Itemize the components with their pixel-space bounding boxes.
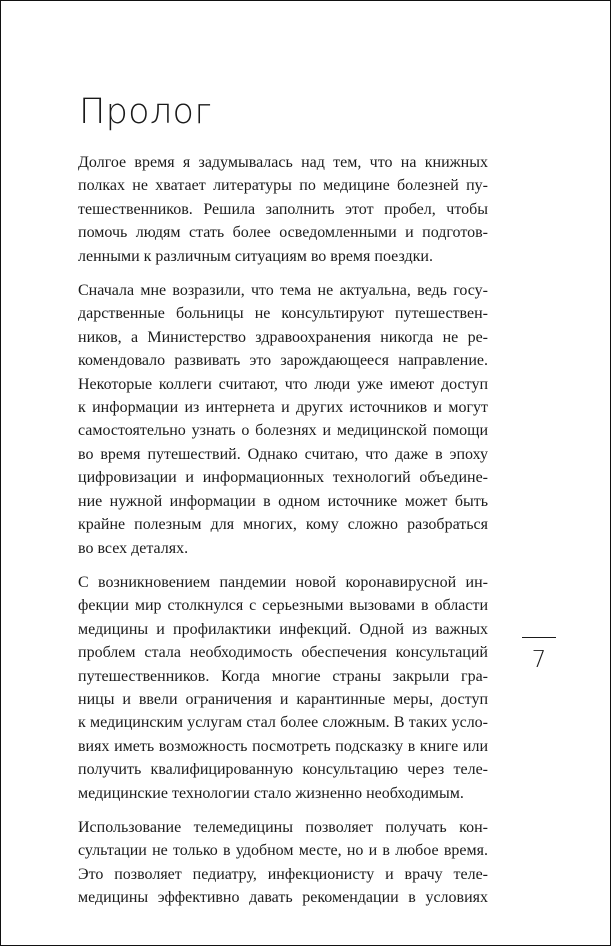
text-line: ницы и ввели ограничения и карантинные меры, доступ <box>78 690 488 708</box>
text-line: во время путешествий. Однако считаю, что даже в эпоху <box>78 445 488 463</box>
paragraph-1 <box>78 151 488 268</box>
chapter-body <box>78 151 488 921</box>
text-line: получить квалифицированную консультацию через теле- <box>78 761 488 779</box>
text-line: цифровизации и информационных технологий объедине- <box>78 469 488 487</box>
text-line: Долгое время я задумывалась над тем, что на книжных <box>78 154 488 171</box>
text-line: Некоторые коллеги считают, что люди уже имеют доступ <box>78 375 488 393</box>
text-line: самостоятельно узнать о болезнях и медицинской помощи <box>78 422 488 440</box>
text-line: виях иметь возможность посмотреть подсказку в книге или <box>78 737 488 755</box>
text-line: тешественников. Решила заполнить этот пробел, чтобы <box>78 200 488 218</box>
text-line: Сначала мне возразили, что тема не актуальна, ведь госу- <box>78 282 488 300</box>
text-line: Использование телемедицины позволяет получать кон- <box>78 818 488 836</box>
text-line: Это позволяет педиатру, инфекционисту и врачу теле- <box>78 865 488 883</box>
text-line: сультации не только в удобном месте, но и в любое время. <box>78 842 488 860</box>
text-line: фекции мир столкнулся с серьезными вызовами в области <box>78 597 488 615</box>
page-number-rule <box>522 637 556 638</box>
text-line: к медицинским услугам стал более сложным. В таких усло- <box>78 714 488 732</box>
text-line: медицинские технологии стало жизненно необходимым. <box>78 784 464 802</box>
text-line: медицины и профилактики инфекций. Одной из важных <box>78 620 488 638</box>
text-line: путешественников. Когда многие страны закрыли гра- <box>78 667 488 685</box>
text-line: комендовало развивать это зарождающееся направление. <box>78 352 488 370</box>
text-line: полках не хватает литературы по медицине болезней пу- <box>78 177 488 195</box>
text-line: ние нужной информации в одном источнике может быть <box>78 492 488 510</box>
chapter-title: Пролог <box>79 92 212 132</box>
text-line: ников, а Министерство здравоохранения никогда не ре- <box>78 328 488 346</box>
text-line: ленными к различным ситуациям во время поездки. <box>78 247 433 265</box>
text-line: С возникновением пандемии новой коронавирусной ин- <box>78 573 488 591</box>
text-line: помочь людям стать более осведомленными и подготов- <box>78 224 488 242</box>
paragraph-3 <box>78 571 488 805</box>
text-line: медицины эффективно давать рекомендации в условиях <box>78 889 488 907</box>
page-number: 7 <box>531 647 547 673</box>
text-line: к информации из интернета и других источников и могут <box>78 399 488 417</box>
text-line: во всех деталях. <box>78 539 189 557</box>
paragraph-4 <box>78 816 488 910</box>
text-line: крайне полезным для многих, кому сложно разобраться <box>78 516 488 534</box>
text-line: дарственные больницы не консультируют путешествен- <box>78 305 488 323</box>
paragraph-2 <box>78 279 488 560</box>
text-line: проблем стала необходимость обеспечения консультаций <box>78 644 488 662</box>
